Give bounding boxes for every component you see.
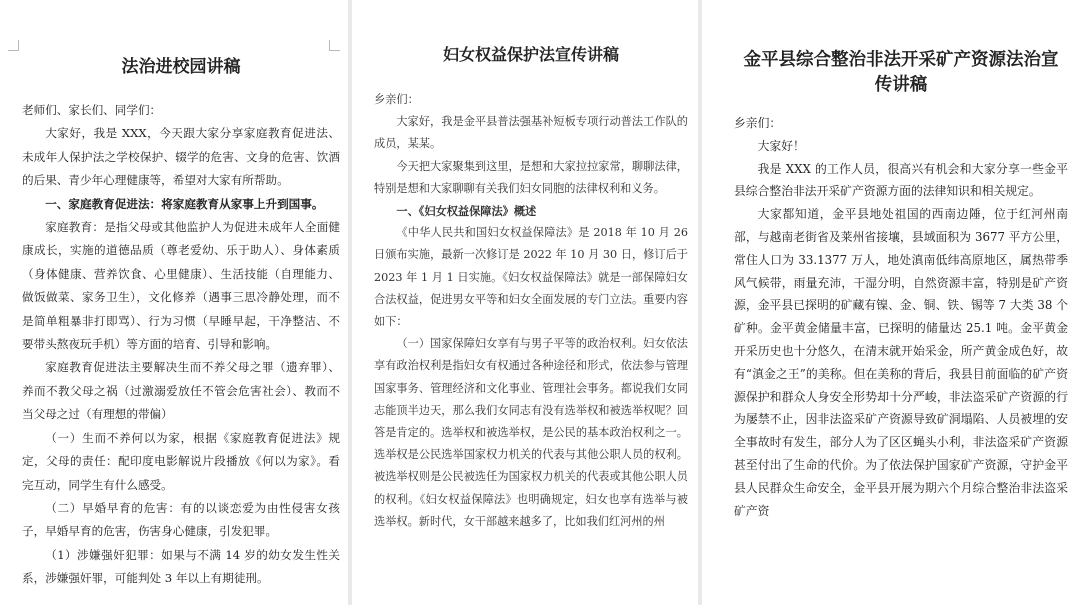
document-title: 妇女权益保护法宣传讲稿	[442, 45, 619, 64]
salutation: 老师们、家长们、同学们：	[22, 103, 162, 117]
greeting: 大家好！	[757, 138, 805, 153]
document-page-3	[702, 0, 1080, 605]
paragraph: 大家都知道，金平县地处祖国的西南边陲，位于红河州南部，与越南老街省及莱州省接壤，县域面积为 3677 平方公里，常住人口为 33.1377 万人，地处滇南低纬高原地区，属热带季风气候带，雨量充沛，干湿分明，自然资源丰富，特别是矿产资源，金平县已探明的矿藏有镍、金、铜、铁、锡等 7 大类 38 个矿种。金平黄金储量丰富，已探明的储量达 25.1 吨。金平黄金开采历史也十分悠久，在清末就开始采金，所产黄金成色好，故有“滇金之王”的美称。但在美称的背后，我县目前面临的矿产资源保护和群众人身安全形势却十分严峻，非法盗采矿产资源的行为屡禁不止，因非法盗采矿产资源导致矿洞塌陷、人员被埋的安全事故时有发生，部分人为了区区蝇头小利，非法盗采矿产资源甚至付出了生命的代价。为了依法保护国家矿产资源，守护金平县人民群众生命安全，金平县开展为期六个月综合整治非法盗采矿产资	[734, 207, 1068, 518]
paragraph: 家庭教育：是指父母或其他监护人为促进未成年人全面健康成长，实施的道德品质（尊老爱幼、乐于助人）、身体素质（身体健康、营养饮食、心里健康）、生活技能（自理能力、做饭做菜、家务卫生），文化修养（遇事三思冷静处理，而不是简单粗暴非打即骂）、行为习惯（早睡早起，干净整洁、不要带头熬夜玩手机）等方面的培育、引导和影响。	[22, 220, 340, 352]
document-title: 金平县综合整治非法开采矿产资源法治宣传讲稿	[743, 50, 1059, 95]
paragraph: （1）涉嫌强奸犯罪：如果与不满 14 岁的幼女发生性关系，涉嫌强奸罪，可能判处 3 年以上有期徒刑。	[22, 547, 340, 586]
paragraph: 家庭教育促进法主要解决生而不养父母之罪（遗弃罪）、养而不教父母之祸（过激溺爱放任不管会危害社会）、教而不当父母之过（有理想的带偏）	[22, 360, 340, 422]
paragraph: 大家好，我是金平县普法强基补短板专项行动普法工作队的成员，某某。	[374, 115, 688, 151]
section-heading: 一、家庭教育促进法：将家庭教育从家事上升到国事。	[45, 196, 324, 211]
paragraph: 大家好，我是 XXX，今天跟大家分享家庭教育促进法、未成年人保护法之学校保护、辍学的危害、文身的危害、饮酒的后果、青少年心理健康等，希望对大家有所帮助。	[22, 126, 340, 188]
paragraph: （二）早婚早育的危害：有的以谈恋爱为由性侵害女孩子，早婚早育的危害，伤害身心健康，引发犯罪。	[22, 500, 340, 539]
paragraph: （一）生而不养何以为家，根据《家庭教育促进法》规定，父母的责任：配印度电影解说片段播放《何以为家》。看完互动，同学生有什么感受。	[22, 430, 340, 492]
paragraph: （一）国家保障妇女享有与男子平等的政治权利。妇女依法享有政治权利是指妇女有权通过各种途径和形式，依法参与管理国家事务、管理经济和文化事业、管理社会事务。都说我们女同志能顶半边天，那么我们女同志有没有选举权和被选举权呢？回答是肯定的。选举权和被选举权，是公民的基本政治权利之一。选举权是公民选举国家权力机关的代表与其他公职人员的权利。被选举权则是公民被选任为国家权力机关的代表或其他公职人员的权利。《妇女权益保障法》也明确规定，妇女也享有选举与被选举权。新时代，女干部越来越多了，比如我们红河州的州	[374, 337, 688, 528]
document-page-1	[0, 0, 348, 605]
page-corner-mark	[329, 40, 340, 51]
paragraph: 我是 XXX 的工作人员，很高兴有机会和大家分享一些金平县综合整治非法开采矿产资源方面的法律知识和相关规定。	[734, 161, 1068, 199]
section-heading: 一、《妇女权益保障法》概述	[396, 204, 537, 219]
document-title: 法治进校园讲稿	[121, 57, 241, 77]
paragraph: 《中华人民共和国妇女权益保障法》是 2018 年 10 月 26 日颁布实施，最新一次修订是 2022 年 10 月 30 日，修订后于 2023 年 1 月 1 日实施。《妇女权益保障法》就是一部保障妇女合法权益，促进男女平等和妇女全面发展的专门立法。重要内容如下：	[374, 226, 688, 329]
page-corner-mark	[8, 40, 19, 51]
document-page-2	[352, 0, 698, 605]
salutation: 乡亲们：	[734, 116, 782, 130]
salutation: 乡亲们：	[374, 93, 419, 106]
paragraph: 今天把大家聚集到这里，是想和大家拉拉家常，聊聊法律，特别是想和大家聊聊有关我们妇女同胞的法律权利和义务。	[374, 159, 688, 195]
